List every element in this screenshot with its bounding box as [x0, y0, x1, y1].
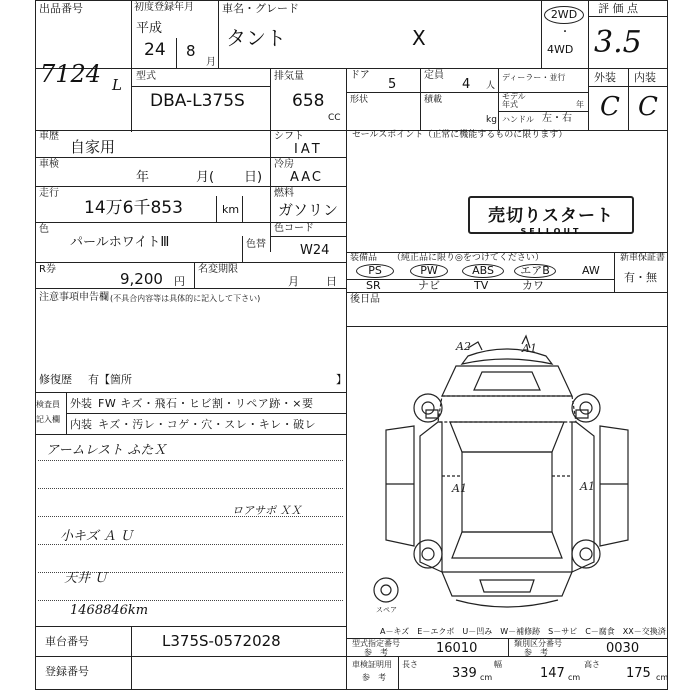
drive-2wd-circle	[544, 6, 584, 24]
reference-label-3: 参 考	[362, 673, 386, 682]
shift-value: IAT	[294, 142, 323, 157]
divider	[346, 279, 614, 280]
fuel-label: 燃料	[274, 188, 294, 199]
divider	[541, 0, 542, 68]
interior-label: 内装	[634, 71, 656, 84]
shape-label: 形状	[350, 95, 369, 105]
ac-value: AAC	[290, 170, 323, 185]
cm-unit-1: cm	[480, 673, 493, 682]
inspection-month: 月(	[196, 170, 215, 185]
inspector-int-line: キズ・汚レ・コゲ・穴・スレ・キレ・破レ	[98, 418, 317, 431]
era: 平成	[136, 21, 163, 36]
length-label: 長さ	[402, 660, 418, 669]
equip-abs-label: ABS	[472, 264, 494, 277]
inspector-label2: 記入欄	[36, 415, 60, 424]
divider	[270, 236, 346, 237]
sellout-stamp-sub: SELLOUT	[520, 227, 582, 236]
reg-number-label: 登録番号	[45, 665, 89, 678]
damage-mark-a1-front: A1	[522, 342, 537, 355]
cm-unit-2: cm	[568, 673, 581, 682]
equip-airbag-label: エアB	[520, 264, 550, 277]
color-value: パールホワイトⅢ	[70, 235, 170, 250]
km-unit: km	[222, 203, 240, 216]
writing-line	[38, 488, 343, 489]
exterior-grade: C	[600, 92, 620, 122]
year-unit: 年	[576, 100, 584, 109]
handle-label: ハンドル	[502, 115, 534, 124]
divider	[131, 86, 270, 87]
category-label: 類別区分番号	[514, 639, 562, 648]
reference-label-2: 参 考	[524, 648, 548, 657]
drive-4wd: 4WD	[547, 43, 574, 56]
handle-value: 左・右	[542, 113, 572, 124]
divider	[270, 130, 271, 252]
divider	[498, 68, 499, 130]
drive-2wd: 2WD	[550, 8, 578, 21]
divider	[35, 656, 668, 657]
writing-line	[38, 460, 343, 461]
spare-label: スペア	[376, 606, 397, 614]
length-value: 339	[452, 666, 477, 681]
damage-mark-a2: A2	[456, 340, 471, 353]
equip-pw	[410, 264, 448, 278]
kg-unit: kg	[486, 115, 497, 125]
model-designation-label: 型式指定番号	[352, 639, 400, 648]
model-label: 型式	[136, 71, 156, 82]
handwritten-note-4: 天井 Ｕ	[64, 571, 108, 586]
yen-unit: 円	[174, 275, 185, 288]
repaint-label: 色替	[246, 239, 266, 250]
divider	[35, 262, 346, 263]
cc-unit: CC	[328, 113, 341, 123]
divider	[270, 68, 271, 130]
capacity-label: 定員	[424, 70, 444, 81]
recycle-amount: 9,200	[120, 270, 163, 288]
equipment-label: 装備品	[350, 253, 378, 263]
door-label: ドア	[350, 70, 370, 81]
writing-line	[38, 544, 343, 545]
displacement-value: 658	[292, 91, 325, 111]
equip-airbag	[514, 264, 556, 278]
damage-mark-a1-left: A1	[452, 482, 467, 495]
car-name: タント	[226, 26, 286, 50]
person-unit: 人	[486, 81, 496, 91]
sellout-stamp	[468, 196, 634, 234]
fuel-value: ガソリン	[278, 201, 339, 219]
divider	[66, 413, 346, 414]
exterior-label: 外装	[594, 71, 616, 84]
notes-sub: (不具合内容等は具体的に記入して下さい)	[110, 294, 261, 303]
divider	[346, 292, 668, 293]
shift-label: シフト	[274, 131, 304, 142]
cm-unit-3: cm	[656, 673, 669, 682]
divider	[218, 0, 219, 68]
writing-line	[38, 600, 343, 601]
height-value: 175	[626, 666, 651, 681]
warranty-value: 有・無	[624, 271, 657, 284]
divider	[614, 252, 615, 292]
divider	[194, 262, 195, 288]
equip-pw-label: PW	[420, 264, 438, 277]
equip-sr: SR	[366, 279, 381, 292]
damage-mark-a1-right: A1	[580, 480, 595, 493]
new-warranty-label: 新車保証書	[620, 253, 666, 263]
reg-month: 8	[186, 42, 196, 60]
inspector-label1: 検査員	[36, 400, 60, 409]
color-code-value: W24	[300, 243, 330, 258]
drive-separator: ・	[560, 27, 570, 38]
sellout-stamp-main: 売切りスタート	[488, 206, 614, 226]
category-value: 0030	[606, 641, 640, 656]
rear-items-label: 後日品	[350, 294, 380, 305]
inspector-ext-head: 外装	[70, 397, 92, 410]
notes-label: 注意事項申告欄	[39, 292, 109, 303]
equip-leather: カワ	[522, 279, 544, 292]
mileage-value: 14万6千853	[84, 198, 183, 218]
divider	[35, 392, 346, 393]
divider	[242, 196, 243, 222]
interior-grade: C	[638, 92, 658, 122]
divider	[35, 288, 346, 289]
damage-legend: A－キズ E－エクボ U－凹み W－補修跡 S－サビ C－腐食 XX－交換済	[380, 627, 666, 636]
divider	[498, 111, 588, 112]
equip-aw: AW	[582, 264, 600, 277]
recycle-label: R券	[39, 264, 56, 275]
divider	[346, 68, 347, 130]
cert-label: 車検証明用	[352, 660, 392, 669]
color-label: 色	[39, 224, 49, 235]
expiry-month: 月	[288, 275, 299, 288]
equip-tv: TV	[474, 279, 489, 292]
divider	[35, 68, 668, 69]
car-damage-diagram	[346, 326, 668, 626]
equip-abs	[462, 264, 504, 278]
reg-year: 24	[144, 40, 166, 60]
inspector-ext-line: FW キズ・飛石・ヒビ割・リペア跡・×要	[98, 397, 314, 410]
color-code-label: 色コード	[274, 223, 314, 234]
divider	[398, 656, 399, 690]
lot-label: 出品番号	[39, 2, 83, 15]
handwritten-note-5: 1468846km	[70, 603, 149, 618]
car-name-label: 車名・グレード	[222, 2, 299, 15]
divider	[176, 38, 177, 68]
model-year-label1: モデル	[502, 92, 526, 101]
month-unit: 月	[206, 57, 216, 68]
repair-label: 修復歴	[39, 373, 72, 386]
divider	[216, 196, 217, 222]
load-label: 積載	[424, 95, 443, 105]
history-label: 車歴	[39, 131, 59, 142]
divider	[35, 186, 346, 187]
selling-label: セールスポイント（正常に機能するものに限ります）	[352, 130, 568, 140]
divider	[35, 626, 346, 627]
divider	[588, 16, 668, 17]
equip-ps-label: PS	[368, 264, 382, 277]
capacity-value: 4	[462, 77, 471, 92]
divider	[628, 68, 629, 130]
divider	[35, 157, 346, 158]
divider	[420, 68, 421, 130]
lot-suffix: L	[112, 76, 122, 94]
chassis-label: 車台番号	[45, 635, 89, 648]
mileage-label: 走行	[39, 188, 59, 199]
divider	[131, 0, 132, 132]
expiry-label: 名変期限	[198, 264, 238, 275]
score-value: 3.5	[594, 25, 642, 60]
first-reg-label: 初度登録年月	[134, 2, 194, 13]
door-value: 5	[388, 77, 397, 92]
inspection-year: 年	[136, 170, 150, 185]
divider	[346, 92, 588, 93]
width-label: 幅	[494, 660, 502, 669]
handwritten-note-1: アームレスト ふたＸ	[46, 443, 167, 458]
dealer-label: ディーラー・並行	[502, 73, 566, 82]
ac-label: 冷房	[274, 159, 294, 170]
score-label: 評 価 点	[598, 2, 638, 15]
inspection-day: 日)	[244, 170, 263, 185]
equip-ps	[356, 264, 394, 278]
expiry-day: 日	[326, 275, 337, 288]
divider	[131, 626, 132, 690]
reference-label-1: 参 考	[364, 648, 388, 657]
repair-value: 有【箇所	[88, 373, 132, 386]
equipment-sub: （純正品に限り◎をつけてください）	[392, 253, 544, 263]
car-grade: X	[412, 26, 426, 50]
inspection-label: 車検	[39, 159, 59, 170]
handwritten-note-2: ロアサポ ＸＸ	[232, 504, 302, 517]
divider	[35, 434, 346, 435]
displacement-label: 排気量	[274, 71, 304, 82]
handwritten-note-3: 小キズ Ａ Ｕ	[60, 529, 134, 544]
chassis-value: L375S-0572028	[162, 632, 281, 650]
height-label: 高さ	[584, 660, 600, 669]
divider	[508, 638, 509, 656]
lot-number: 7124	[40, 60, 102, 88]
model-designation-value: 16010	[436, 641, 478, 656]
divider	[588, 0, 589, 130]
equip-navi: ナビ	[418, 279, 440, 292]
repair-end: 】	[336, 373, 347, 386]
model-year-label2: 年式	[502, 100, 518, 109]
width-value: 147	[540, 666, 565, 681]
inspector-int-head: 内装	[70, 418, 92, 431]
model-value: DBA-L375S	[150, 91, 245, 111]
history-value: 自家用	[70, 138, 116, 156]
divider	[242, 236, 243, 262]
